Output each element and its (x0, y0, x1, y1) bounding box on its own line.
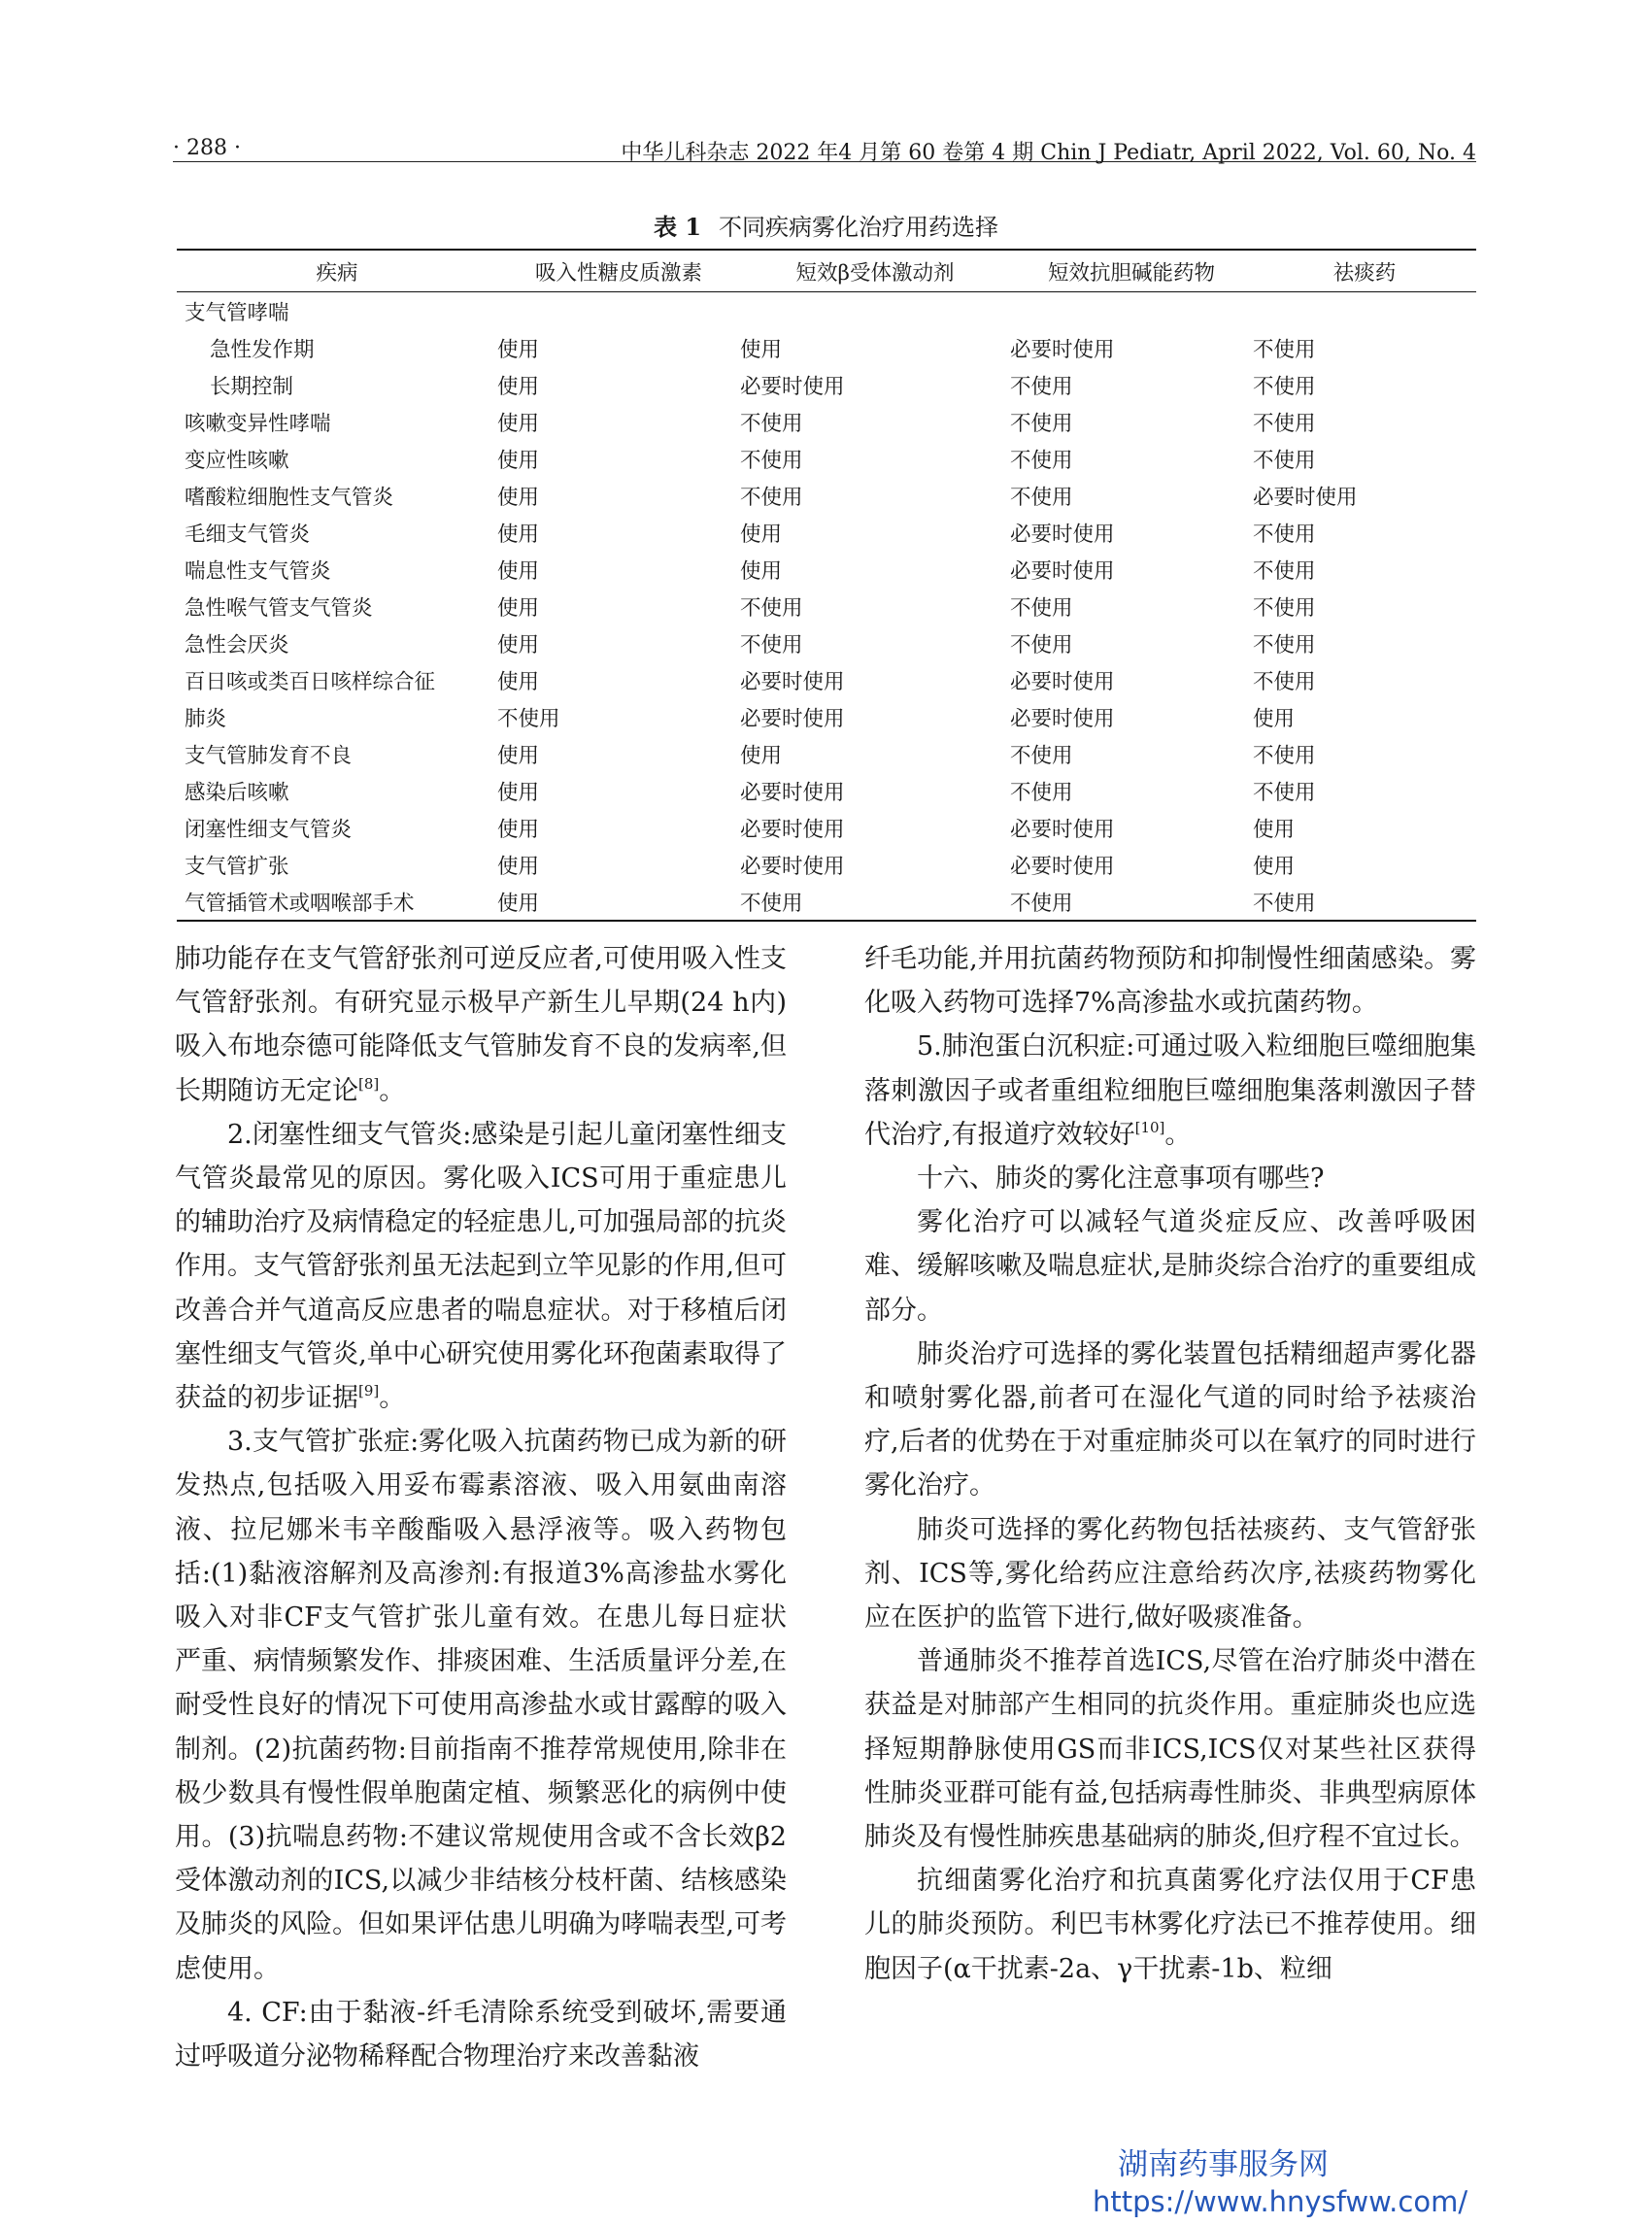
expectorant-cell: 不使用 (1253, 595, 1316, 621)
disease-cell: 闭塞性细支气管炎 (185, 817, 353, 842)
section-heading: 十六、肺炎的雾化注意事项有哪些? (917, 1163, 1325, 1195)
saba-cell: 必要时使用 (740, 780, 845, 805)
paragraph: 普通肺炎不推荐首选ICS,尽管在治疗肺炎中潜在获益是对肺部产生相同的抗炎作用。重症肺炎也应选择短期静脉使用GS而非ICS,ICS仅对某些社区获得性肺炎亚群可能有益,包括病毒性肺炎、非典型病原体肺炎及有慢性肺疾患基础病的肺炎,但疗程不宜过长。 (864, 1646, 1476, 1853)
ics-cell: 使用 (497, 411, 540, 436)
sama-cell: 不使用 (1010, 374, 1073, 399)
paragraph-end: 。 (379, 1075, 406, 1106)
table-row (177, 403, 1476, 440)
sama-cell: 必要时使用 (1010, 522, 1115, 547)
saba-cell: 使用 (740, 743, 783, 768)
table-row (177, 883, 1476, 921)
sama-cell: 不使用 (1010, 632, 1073, 657)
table-row (177, 809, 1476, 846)
disease-cell: 嗜酸粒细胞性支气管炎 (185, 485, 394, 510)
table-row (177, 735, 1476, 772)
running-header (173, 128, 1476, 165)
paragraph: 肺炎可选择的雾化药物包括祛痰药、支气管舒张剂、ICS等,雾化给药应注意给药次序,祛痰药物雾化应在医护的监管下进行,做好吸痰准备。 (864, 1514, 1476, 1634)
expectorant-cell: 不使用 (1253, 411, 1316, 436)
sama-cell: 必要时使用 (1010, 337, 1115, 362)
ics-cell: 使用 (497, 485, 540, 510)
ics-cell: 使用 (497, 632, 540, 657)
paragraph-text: 肺功能存在支气管舒张剂可逆反应者,可使用吸入性支气管舒张剂。有研究显示极早产新生儿早期(24 h内)吸入布地奈德可能降低支气管肺发育不良的发病率,但长期随访无定论 (175, 944, 787, 1106)
table-row (177, 329, 1476, 366)
expectorant-cell: 使用 (1253, 706, 1296, 731)
watermark-name: 湖南药事服务网 (1118, 2147, 1329, 2182)
watermark (1093, 2140, 1467, 2218)
disease-cell: 气管插管术或咽喉部手术 (177, 883, 497, 921)
expectorant-cell: 不使用 (1253, 743, 1316, 768)
saba-cell: 不使用 (740, 883, 1010, 921)
table-header-row (177, 250, 1476, 292)
expectorant-cell: 不使用 (1253, 448, 1316, 473)
ics-cell: 使用 (497, 669, 540, 694)
sama-cell: 不使用 (1010, 485, 1073, 510)
table-row (177, 292, 1476, 330)
column-header: 短效抗胆碱能药物 (1010, 250, 1253, 292)
ics-cell: 不使用 (497, 706, 560, 731)
saba-cell: 必要时使用 (740, 817, 845, 842)
header-rule (173, 161, 1476, 162)
paragraph-text: 5.肺泡蛋白沉积症:可通过吸入粒细胞巨噬细胞集落刺激因子或者重组粒细胞巨噬细胞集落刺激因子替代治疗,有报道疗效较好 (864, 1031, 1476, 1150)
paragraph (175, 937, 787, 1113)
sama-cell: 不使用 (1010, 595, 1073, 621)
column-header: 疾病 (177, 250, 497, 292)
expectorant-cell: 使用 (1253, 817, 1296, 842)
expectorant-cell: 不使用 (1253, 337, 1316, 362)
left-column (175, 937, 787, 2078)
saba-cell (740, 292, 1010, 330)
column-header: 短效β受体激动剂 (740, 250, 1010, 292)
table-row (177, 661, 1476, 698)
expectorant-cell (1253, 292, 1476, 330)
table-row (177, 440, 1476, 477)
page-number: · 288 · (173, 136, 241, 160)
saba-cell: 使用 (740, 337, 783, 362)
column-header: 吸入性糖皮质激素 (497, 250, 740, 292)
paragraph: 3.支气管扩张症:雾化吸入抗菌药物已成为新的研发热点,包括吸入用妥布霉素溶液、吸入用氨曲南溶液、拉尼娜米韦辛酸酯吸入悬浮液等。吸入药物包括:(1)黏液溶解剂及高渗剂:有报道3%高渗盐水雾化吸入对非CF支气管扩张儿童有效。在患儿每日症状严重、病情频繁发作、排痰困难、生活质量评分差,在耐受性良好的情况下可使用高渗盐水或甘露醇的吸入制剂。(2)抗菌药物:目前指南不推荐常规使用,除非在极少数具有慢性假单胞菌定植、频繁恶化的病例中使用。(3)抗喘息药物:不建议常规使用含或不含长效β2受体激动剂的ICS,以减少非结核分枝杆菌、结核感染及肺炎的风险。但如果评估患儿明确为哮喘表型,可考虑使用。 (175, 1427, 787, 1984)
right-column (864, 937, 1476, 1991)
table-row (177, 698, 1476, 735)
ics-cell: 使用 (497, 743, 540, 768)
table-row (177, 366, 1476, 403)
ics-cell: 使用 (497, 374, 540, 399)
column-header: 祛痰药 (1253, 250, 1476, 292)
expectorant-cell: 不使用 (1253, 632, 1316, 657)
saba-cell: 不使用 (740, 595, 803, 621)
ics-cell: 使用 (497, 854, 540, 879)
expectorant-cell: 不使用 (1253, 558, 1316, 584)
sama-cell: 必要时使用 (1010, 706, 1115, 731)
ics-cell: 使用 (497, 883, 740, 921)
paragraph: 纤毛功能,并用抗菌药物预防和抑制慢性细菌感染。雾化吸入药物可选择7%高渗盐水或抗菌药物。 (864, 944, 1476, 1019)
table-row (177, 846, 1476, 883)
table-caption (0, 208, 1652, 242)
sama-cell: 必要时使用 (1010, 854, 1115, 879)
disease-cell: 长期控制 (210, 374, 294, 399)
disease-cell: 急性喉气管支气管炎 (185, 595, 373, 621)
paragraph: 雾化治疗可以减轻气道炎症反应、改善呼吸困难、缓解咳嗽及喘息症状,是肺炎综合治疗的重要组成部分。 (864, 1207, 1476, 1326)
paragraph (175, 1113, 787, 1420)
sama-cell: 必要时使用 (1010, 669, 1115, 694)
ics-cell (497, 292, 740, 330)
ics-cell: 使用 (497, 558, 540, 584)
saba-cell: 不使用 (740, 448, 803, 473)
disease-cell: 咳嗽变异性哮喘 (185, 411, 331, 436)
disease-cell: 变应性咳嗽 (185, 448, 289, 473)
ics-cell: 使用 (497, 448, 540, 473)
expectorant-cell: 不使用 (1253, 669, 1316, 694)
disease-cell: 感染后咳嗽 (185, 780, 289, 805)
disease-cell: 肺炎 (185, 706, 227, 731)
table-row (177, 551, 1476, 588)
paragraph (864, 1025, 1476, 1157)
drug-selection-table (177, 249, 1476, 922)
sama-cell: 必要时使用 (1010, 817, 1115, 842)
ics-cell: 使用 (497, 817, 540, 842)
disease-cell: 毛细支气管炎 (185, 522, 311, 547)
saba-cell: 不使用 (740, 485, 803, 510)
table-row (177, 772, 1476, 809)
watermark-url: https://www.hnysfww.com/ (1093, 2185, 1468, 2218)
expectorant-cell: 不使用 (1253, 883, 1476, 921)
saba-cell: 必要时使用 (740, 374, 845, 399)
paragraph-end: 。 (379, 1383, 406, 1414)
table-label: 表 1 (653, 213, 702, 241)
paragraph: 4. CF:由于黏液-纤毛清除系统受到破坏,需要通过呼吸道分泌物稀释配合物理治疗来改善黏液 (175, 1997, 787, 2073)
sama-cell (1010, 292, 1253, 330)
sama-cell: 不使用 (1010, 883, 1253, 921)
table-row (177, 477, 1476, 514)
sama-cell: 必要时使用 (1010, 558, 1115, 584)
disease-cell: 支气管扩张 (185, 854, 289, 879)
expectorant-cell: 不使用 (1253, 522, 1316, 547)
saba-cell: 不使用 (740, 411, 803, 436)
saba-cell: 不使用 (740, 632, 803, 657)
citation-ref: [9] (358, 1382, 380, 1400)
paragraph: 肺炎治疗可选择的雾化装置包括精细超声雾化器和喷射雾化器,前者可在湿化气道的同时给予祛痰治疗,后者的优势在于对重症肺炎可以在氧疗的同时进行雾化治疗。 (864, 1338, 1476, 1501)
saba-cell: 使用 (740, 522, 783, 547)
saba-cell: 使用 (740, 558, 783, 584)
disease-cell: 支气管哮喘 (185, 300, 289, 325)
sama-cell: 不使用 (1010, 743, 1073, 768)
expectorant-cell: 不使用 (1253, 780, 1316, 805)
journal-citation: 中华儿科杂志 2022 年4 月第 60 卷第 4 期 Chin J Pediatr, April 2022, Vol. 60, No. 4 (621, 141, 1476, 165)
table-title: 不同疾病雾化治疗用药选择 (719, 214, 999, 241)
ics-cell: 使用 (497, 522, 540, 547)
citation-ref: [8] (358, 1074, 380, 1093)
paragraph-text: 2.闭塞性细支气管炎:感染是引起儿童闭塞性细支气管炎最常见的原因。雾化吸入ICS可用于重症患儿的辅助治疗及病情稳定的轻症患儿,可加强局部的抗炎作用。支气管舒张剂虽无法起到立竿见影的作用,但可改善合并气道高反应患者的喘息症状。对于移植后闭塞性细支气管炎,单中心研究使用雾化环孢菌素取得了获益的初步证据 (175, 1119, 787, 1414)
saba-cell: 必要时使用 (740, 854, 845, 879)
ics-cell: 使用 (497, 595, 540, 621)
sama-cell: 不使用 (1010, 448, 1073, 473)
saba-cell: 必要时使用 (740, 706, 845, 731)
sama-cell: 不使用 (1010, 411, 1073, 436)
disease-cell: 急性会厌炎 (185, 632, 289, 657)
expectorant-cell: 必要时使用 (1253, 485, 1358, 510)
expectorant-cell: 不使用 (1253, 374, 1316, 399)
disease-cell: 喘息性支气管炎 (185, 558, 331, 584)
disease-cell: 支气管肺发育不良 (185, 743, 353, 768)
citation-ref: [10] (1134, 1118, 1165, 1136)
expectorant-cell: 使用 (1253, 854, 1296, 879)
paragraph: 抗细菌雾化治疗和抗真菌雾化疗法仅用于CF患儿的肺炎预防。利巴韦林雾化疗法已不推荐使用。细胞因子(α干扰素-2a、γ干扰素-1b、粒细 (864, 1866, 1476, 1984)
disease-cell: 急性发作期 (210, 337, 315, 362)
paragraph-end: 。 (1164, 1119, 1192, 1150)
sama-cell: 不使用 (1010, 780, 1073, 805)
ics-cell: 使用 (497, 337, 540, 362)
table-row (177, 588, 1476, 624)
table-row (177, 514, 1476, 551)
table-row (177, 624, 1476, 661)
saba-cell: 必要时使用 (740, 669, 845, 694)
ics-cell: 使用 (497, 780, 540, 805)
disease-cell: 百日咳或类百日咳样综合征 (185, 669, 436, 694)
